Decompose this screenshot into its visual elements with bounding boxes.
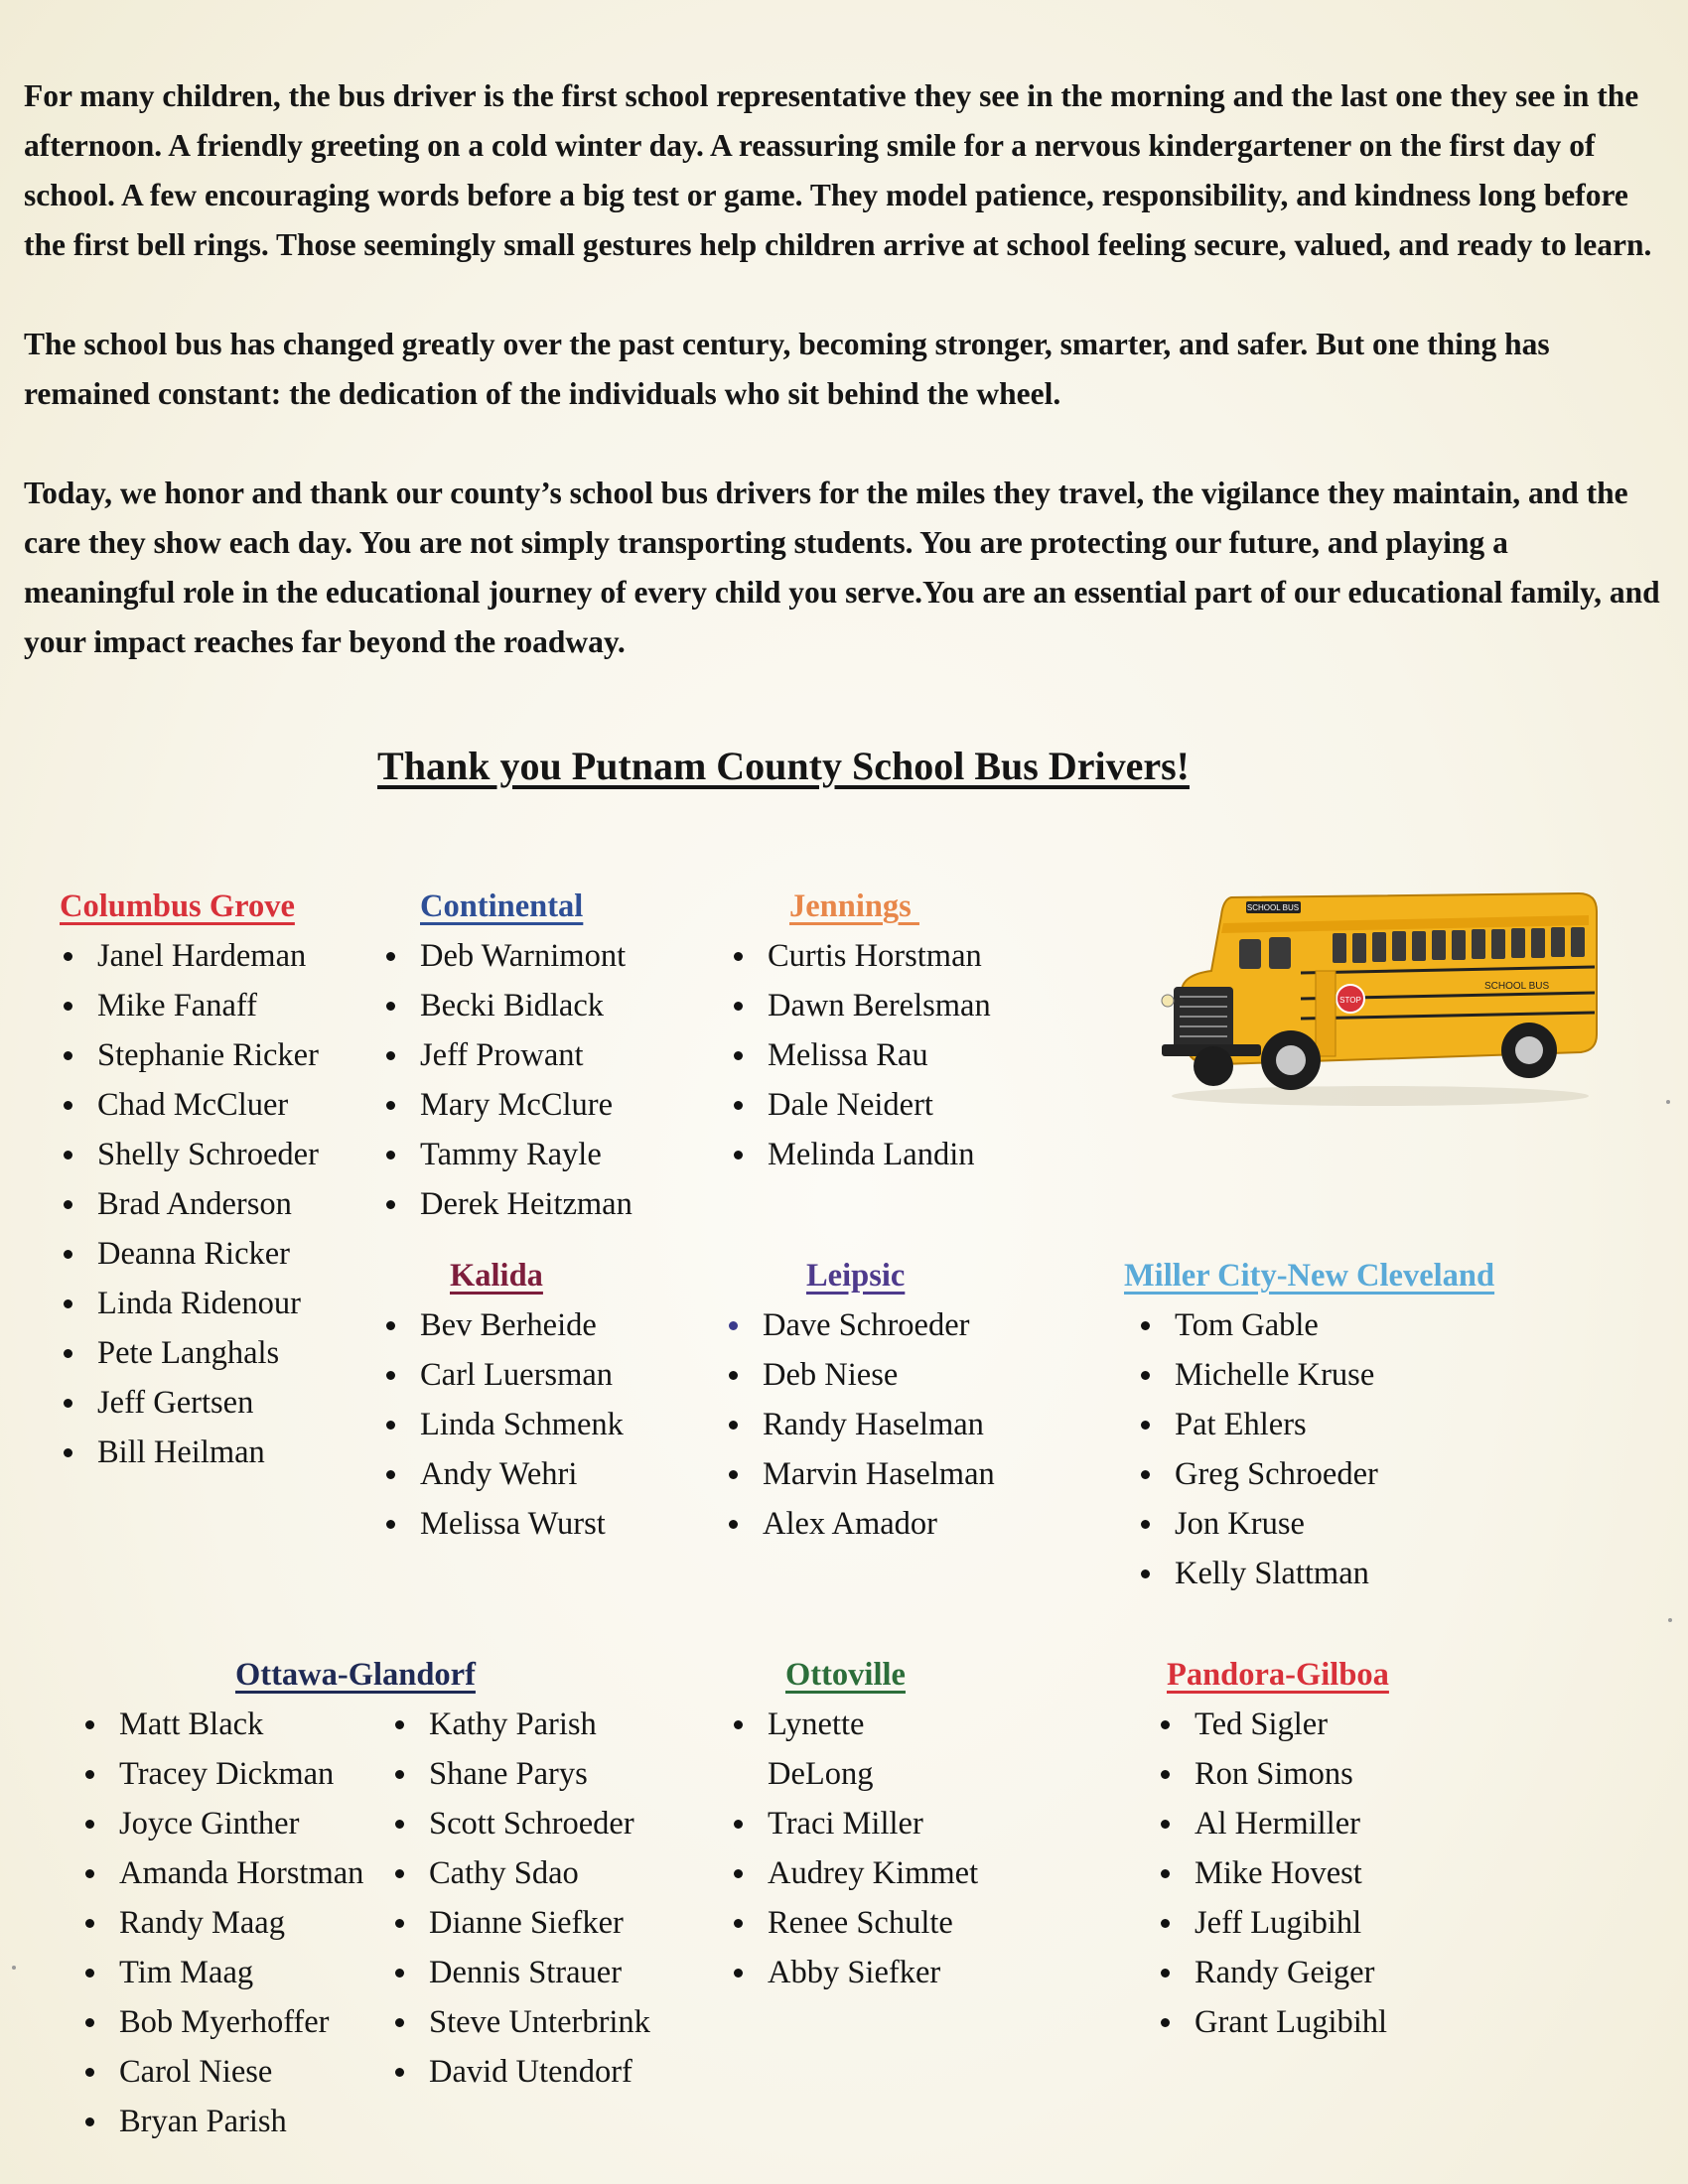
intro-paragraph-2: The school bus has changed greatly over the past century, becoming stronger, smarter, and safer. But one thing has remained constant: the dedication of the individuals who sit behind the wheel. (24, 327, 1550, 411)
scan-speck (12, 1966, 16, 1970)
driver-name: Renee Schulte (730, 1898, 978, 1948)
driver-name: Dawn Berelsman (730, 981, 991, 1030)
driver-name: Cathy Sdao (391, 1848, 650, 1898)
driver-name: Traci Miller (730, 1799, 978, 1848)
driver-name: Tim Maag (81, 1948, 363, 1997)
driver-name: Carl Luersman (382, 1350, 624, 1400)
driver-name: Ron Simons (1157, 1749, 1389, 1799)
driver-name: Greg Schroeder (1137, 1449, 1494, 1499)
driver-name: Deb Niese (725, 1350, 995, 1400)
group-ottawa-glandorf-col1 (81, 1700, 363, 2146)
driver-name: Dave Schroeder (725, 1300, 995, 1350)
driver-name: Steve Unterbrink (391, 1997, 650, 2047)
driver-name: Grant Lugibihl (1157, 1997, 1389, 2047)
driver-name: Audrey Kimmet (730, 1848, 978, 1898)
intro-text (24, 71, 1662, 717)
group-title-columbus-grove: Columbus Grove (60, 888, 295, 924)
group-columbus-grove (60, 882, 319, 1477)
driver-list-ottawa-glandorf-1 (81, 1700, 363, 2146)
driver-name: Carol Niese (81, 2047, 363, 2097)
group-title-continental: Continental (420, 888, 584, 924)
group-leipsic (725, 1251, 995, 1549)
driver-name: Mike Hovest (1157, 1848, 1389, 1898)
driver-name: David Utendorf (391, 2047, 650, 2097)
driver-name: Melissa Rau (730, 1030, 991, 1080)
driver-list-continental (382, 931, 633, 1229)
driver-name: Tammy Rayle (382, 1130, 633, 1179)
group-title-kalida: Kalida (450, 1258, 543, 1294)
driver-name: Derek Heitzman (382, 1179, 633, 1229)
group-continental (382, 882, 633, 1229)
group-title-pandora-gilboa: Pandora-Gilboa (1167, 1657, 1389, 1693)
driver-name: Joyce Ginther (81, 1799, 363, 1848)
driver-name: Janel Hardeman (60, 931, 319, 981)
driver-name: Bev Berheide (382, 1300, 624, 1350)
driver-name: Linda Ridenour (60, 1279, 319, 1328)
driver-list-pandora-gilboa (1157, 1700, 1389, 2047)
scan-speck (1666, 1100, 1670, 1104)
driver-name: Dennis Strauer (391, 1948, 650, 1997)
driver-name: Melissa Wurst (382, 1499, 624, 1549)
driver-name: Brad Anderson (60, 1179, 319, 1229)
group-ottoville (730, 1650, 978, 1997)
group-jennings (730, 882, 991, 1179)
driver-name: Jon Kruse (1137, 1499, 1494, 1549)
driver-name: Bryan Parish (81, 2097, 363, 2146)
scan-speck (1668, 1618, 1672, 1622)
driver-name: Curtis Horstman (730, 931, 991, 981)
driver-name: Al Hermiller (1157, 1799, 1389, 1848)
group-kalida (382, 1251, 624, 1549)
driver-name: Matt Black (81, 1700, 363, 1749)
driver-name: Linda Schmenk (382, 1400, 624, 1449)
driver-name: Randy Geiger (1157, 1948, 1389, 1997)
driver-name: Dianne Siefker (391, 1898, 650, 1948)
driver-name: Alex Amador (725, 1499, 995, 1549)
group-title-jennings: Jennings (789, 888, 919, 924)
driver-list-leipsic (725, 1300, 995, 1549)
page-title: Thank you Putnam County School Bus Drivers! (377, 744, 1190, 788)
group-title-leipsic: Leipsic (806, 1258, 906, 1294)
driver-name: Shane Parys (391, 1749, 650, 1799)
driver-name: Kelly Slattman (1137, 1549, 1494, 1598)
driver-name: Jeff Prowant (382, 1030, 633, 1080)
driver-name: Pat Ehlers (1137, 1400, 1494, 1449)
driver-name: Kathy Parish (391, 1700, 650, 1749)
driver-name: Deanna Ricker (60, 1229, 319, 1279)
driver-name: Shelly Schroeder (60, 1130, 319, 1179)
group-pandora-gilboa (1157, 1650, 1389, 2047)
driver-name: Dale Neidert (730, 1080, 991, 1130)
driver-name: Bob Myerhoffer (81, 1997, 363, 2047)
group-title-wrap-ottawa (235, 1650, 476, 1700)
driver-name: Mary McClure (382, 1080, 633, 1130)
group-miller-city (1124, 1251, 1495, 1598)
driver-name: Deb Warnimont (382, 931, 633, 981)
group-title-miller-city: Miller City-New Cleveland (1124, 1258, 1495, 1294)
driver-name: Andy Wehri (382, 1449, 624, 1499)
bus-stop-sign: STOP (1339, 996, 1361, 1005)
driver-name: Abby Siefker (730, 1948, 978, 1997)
driver-name: Pete Langhals (60, 1328, 319, 1378)
driver-name: Mike Fanaff (60, 981, 319, 1030)
school-bus-image (1152, 876, 1609, 1114)
driver-name: Tracey Dickman (81, 1749, 363, 1799)
driver-list-columbus-grove (60, 931, 319, 1477)
driver-name: Michelle Kruse (1137, 1350, 1494, 1400)
driver-name: Randy Maag (81, 1898, 363, 1948)
driver-name: Melinda Landin (730, 1130, 991, 1179)
group-ottawa-glandorf-col2 (391, 1700, 650, 2097)
intro-paragraph-3: Today, we honor and thank our county’s school bus drivers for the miles they travel, the vigilance they maintain, and the care they show each day. You are not simply transporting students. You are protecting our future, and playing a meaningful role in the educational journey of every child you serve.You are an essential part of our educational family, and your impact reaches far beyond the roadway. (24, 476, 1660, 659)
driver-name: Amanda Horstman (81, 1848, 363, 1898)
driver-name: Lynette DeLong (730, 1700, 916, 1799)
driver-name: Marvin Haselman (725, 1449, 995, 1499)
driver-name: Jeff Gertsen (60, 1378, 319, 1428)
driver-name: Stephanie Ricker (60, 1030, 319, 1080)
driver-name: Ted Sigler (1157, 1700, 1389, 1749)
driver-name: Becki Bidlack (382, 981, 633, 1030)
group-title-ottoville: Ottoville (785, 1657, 906, 1693)
driver-name: Tom Gable (1137, 1300, 1494, 1350)
driver-name: Chad McCluer (60, 1080, 319, 1130)
driver-list-miller-city (1137, 1300, 1494, 1598)
driver-name: Bill Heilman (60, 1428, 319, 1477)
driver-name: Randy Haselman (725, 1400, 995, 1449)
intro-paragraph-1: For many children, the bus driver is the first school representative they see in the morning and the last one they see in the afternoon. A friendly greeting on a cold winter day. A reassuring smile for a nervous kindergartener on the first day of school. A few encouraging words before a big test or game. They model patience, responsibility, and kindness long before the first bell rings. Those seemingly small gestures help children arrive at school feeling secure, valued, and ready to learn. (24, 78, 1652, 262)
bus-side-label: SCHOOL BUS (1484, 981, 1550, 992)
driver-name: Scott Schroeder (391, 1799, 650, 1848)
driver-name: Jeff Lugibihl (1157, 1898, 1389, 1948)
bus-top-label: SCHOOL BUS (1246, 903, 1300, 912)
driver-list-ottoville (730, 1700, 978, 1997)
driver-list-kalida (382, 1300, 624, 1549)
driver-list-ottawa-glandorf-2 (391, 1700, 650, 2097)
group-title-ottawa-glandorf: Ottawa-Glandorf (235, 1657, 476, 1693)
driver-list-jennings (730, 931, 991, 1179)
